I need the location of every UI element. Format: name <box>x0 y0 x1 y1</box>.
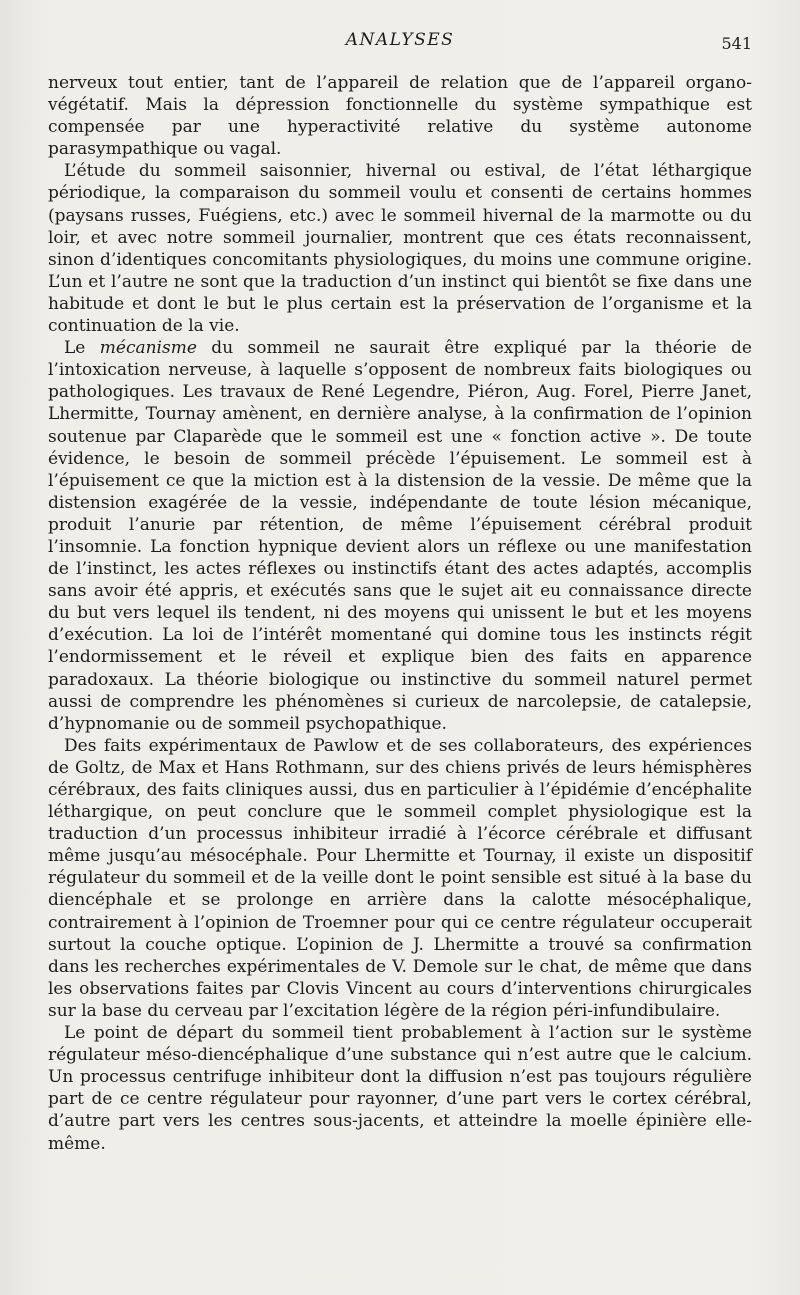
page-number: 541 <box>721 34 752 53</box>
paragraph-3-rest: du sommeil ne saurait être expliqué par la théorie de l’intoxication nerveuse, à laquelle s’opposent de nombreux faits biologiques ou pathologiques. Les travaux de René Legendre, Piéron, Aug. Forel, Pierre Janet, Lhermitte, Tournay amènent, en dernière analyse, à la confirmation de l’opinion soutenue par Claparède que le sommeil est une « fonction active ». De toute évidence, le besoin de sommeil précède l’épuisement. Le sommeil est à l’épuisement ce que la miction est à la distension de la vessie. De même que la distension exagérée de la vessie, indépendante de toute lésion mécanique, produit l’anurie par rétention, de même l’épuisement cérébral produit l’insomnie. La fonction hypnique devient alors un réflexe ou une manifestation de l’instinct, les actes réflexes ou instinctifs étant des actes adaptés, accomplis sans avoir été appris, et exécutés sans que le sujet ait eu connaissance directe du but vers lequel ils tendent, ni des moyens qui unissent le but et les moyens d’exécution. La loi de l’intérêt momentané qui domine tous les instincts régit l’endormissement et le réveil et explique bien des faits en apparence paradoxaux. La théorie biologique ou instinctive du sommeil naturel permet aussi de comprendre les phénomènes si curieux de narcolepsie, de catalepsie, d’hypnomanie ou de sommeil psychopathique. <box>48 338 752 734</box>
paragraph-4: Des faits expérimentaux de Pawlow et de ses collaborateurs, des expériences de Goltz, de Max et Hans Rothmann, sur des chiens privés de leurs hémisphères cérébraux, des faits cliniques aussi, dus en particulier à l’épidémie d’encéphalite léthargique, on peut conclure que le sommeil complet physiologique est la traduction d’un processus inhibiteur irradié à l’écorce cérébrale et diffusant même jusqu’au mésocéphale. Pour Lhermitte et Tournay, il existe un dispositif régulateur du sommeil et de la veille dont le point sensible est situé à la base du diencéphale et se prolonge en arrière dans la calotte mésocéphalique, contrairement à l’opinion de Troemner pour qui ce centre régulateur occuperait surtout la couche optique. L’opinion de J. Lhermitte a trouvé sa confirmation dans les recherches expérimentales de V. Demole sur le chat, de même que dans les observations faites par Clovis Vincent au cours d’interventions chirurgicales sur la base du cerveau par l’excitation légère de la région péri-infundibulaire. <box>48 735 752 1021</box>
running-head <box>0 28 800 58</box>
paragraph-5: Le point de départ du sommeil tient probablement à l’action sur le système régulateur méso-diencéphalique d’une substance qui n’est autre que le calcium. Un processus centrifuge inhibiteur dont la diffusion n’est pas toujours régulière part de ce centre régulateur pour rayonner, d’une part vers le cortex cérébral, d’autre part vers les centres sous-jacents, et atteindre la moelle épinière elle-même. <box>48 1023 752 1154</box>
emphasis-mecanisme: mécanisme <box>99 338 197 359</box>
paragraph-3 <box>48 337 752 735</box>
paragraph-3-lead: Le <box>64 338 100 359</box>
paragraph-2: L’étude du sommeil saisonnier, hivernal ou estival, de l’état léthargique périodique, la comparaison du sommeil voulu et consenti de certains hommes (paysans russes, Fuégiens, etc.) avec le sommeil hivernal de la marmotte ou du loir, et avec notre sommeil journalier, montrent que ces états reconnaissent, sinon d’identiques concomitants physiologiques, du moins une commune origine. L’un et l’autre ne sont que la traduction d’un instinct qui bientôt se fixe dans une habitude et dont le but le plus certain est la préservation de l’organisme et la continuation de la vie. <box>48 161 752 337</box>
header-title: ANALYSES <box>345 30 455 50</box>
paragraph-1: nerveux tout entier, tant de l’appareil de relation que de l’appareil organo-végétatif. Mais la dépression fonctionnelle du système sympathique est compensée par une hyperactivité relative du système autonome parasympathique ou vagal. <box>48 73 752 160</box>
body-text <box>48 72 752 1155</box>
